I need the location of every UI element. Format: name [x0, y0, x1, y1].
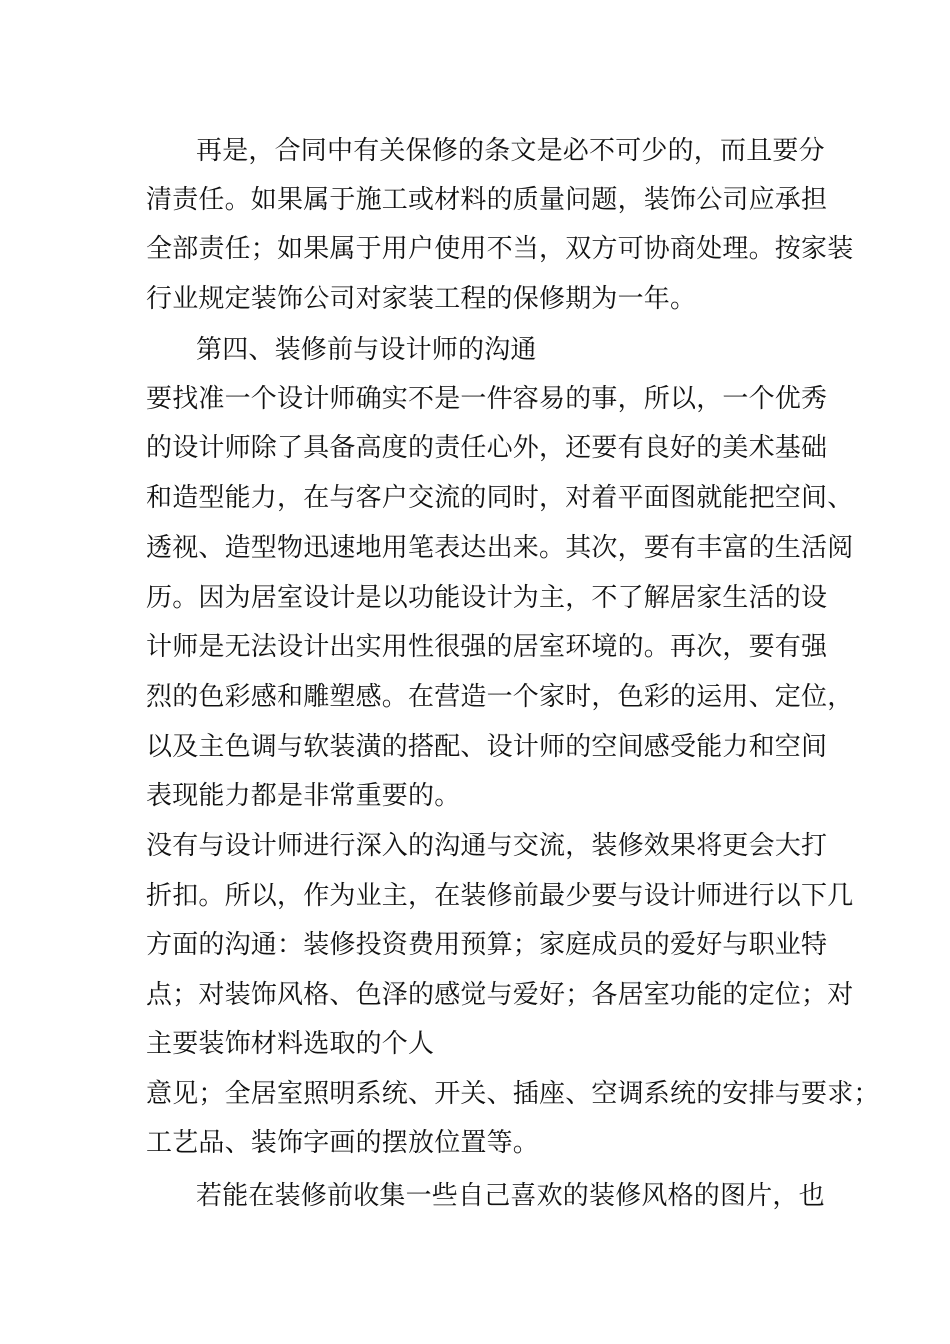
paragraph-line: 折扣。所以，作为业主，在装修前最少要与设计师进行以下几	[146, 881, 854, 911]
paragraph-line: 再是，合同中有关保修的条文是必不可少的，而且要分	[196, 136, 825, 166]
section-heading: 第四、装修前与设计师的沟通	[196, 335, 537, 365]
paragraph-line: 和造型能力，在与客户交流的同时，对着平面图就能把空间、	[146, 483, 854, 513]
paragraph-line: 方面的沟通：装修投资费用预算；家庭成员的爱好与职业特	[146, 930, 828, 960]
paragraph-line: 点；对装饰风格、色泽的感觉与爱好；各居室功能的定位；对	[146, 980, 854, 1010]
paragraph-line: 工艺品、装饰字画的摆放位置等。	[146, 1128, 540, 1158]
paragraph-line: 计师是无法设计出实用性很强的居室环境的。再次，要有强	[146, 632, 828, 662]
paragraph-line: 行业规定装饰公司对家装工程的保修期为一年。	[146, 284, 697, 314]
paragraph-line: 没有与设计师进行深入的沟通与交流，装修效果将更会大打	[146, 831, 828, 861]
paragraph-line: 意见；全居室照明系统、开关、插座、空调系统的安排与要求；	[146, 1079, 880, 1109]
paragraph-line: 主要装饰材料选取的个人	[146, 1029, 435, 1059]
paragraph-line: 历。因为居室设计是以功能设计为主，不了解居家生活的设	[146, 583, 828, 613]
paragraph-line: 烈的色彩感和雕塑感。在营造一个家时，色彩的运用、定位，	[146, 682, 854, 712]
paragraph-line: 全部责任；如果属于用户使用不当，双方可协商处理。按家装	[146, 234, 854, 264]
paragraph-line: 清责任。如果属于施工或材料的质量问题，装饰公司应承担	[146, 185, 828, 215]
paragraph-line: 要找准一个设计师确实不是一件容易的事，所以，一个优秀	[146, 384, 828, 414]
paragraph-line: 透视、造型物迅速地用笔表达出来。其次，要有丰富的生活阅	[146, 533, 854, 563]
paragraph-line: 表现能力都是非常重要的。	[146, 781, 461, 811]
paragraph-line: 以及主色调与软装潢的搭配、设计师的空间感受能力和空间	[146, 732, 828, 762]
paragraph-line: 若能在装修前收集一些自己喜欢的装修风格的图片，也	[196, 1181, 825, 1211]
paragraph-line: 的设计师除了具备高度的责任心外，还要有良好的美术基础	[146, 433, 828, 463]
